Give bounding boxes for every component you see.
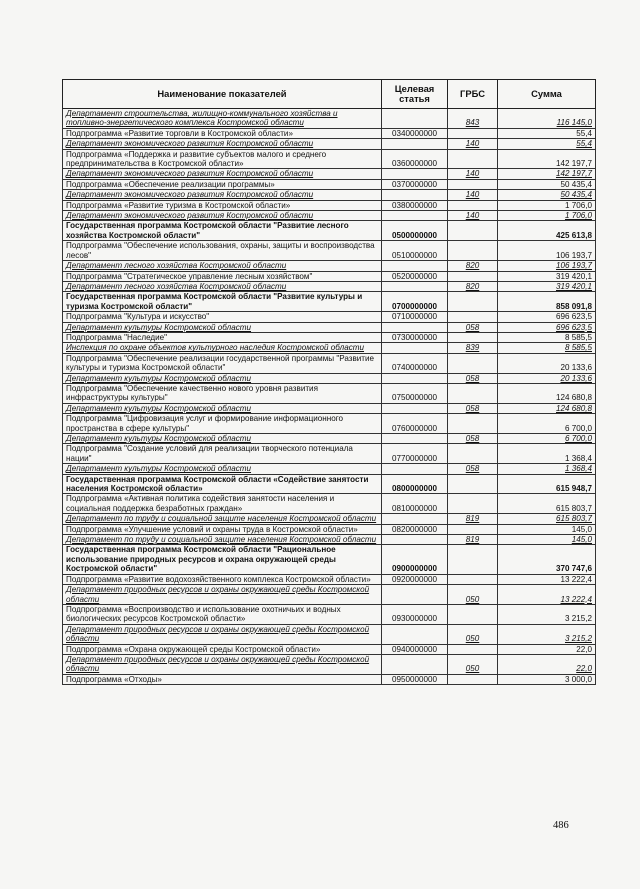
row-code-cell: 0510000000 — [382, 241, 448, 261]
row-name-cell: Департамент экономического развития Костромской области — [63, 139, 382, 149]
row-sum-cell: 106 193,7 — [498, 261, 596, 271]
table-header-row — [63, 80, 596, 109]
header-name: Наименование показателей — [63, 80, 382, 109]
row-code-cell: 0750000000 — [382, 383, 448, 403]
row-sum-cell: 55,4 — [498, 139, 596, 149]
row-sum-cell: 22,0 — [498, 644, 596, 654]
row-code-cell: 0800000000 — [382, 474, 448, 494]
row-grbs-cell: 140 — [448, 211, 498, 221]
subprogram-row — [63, 271, 596, 281]
row-code-cell — [382, 464, 448, 474]
row-sum-cell: 3 000,0 — [498, 674, 596, 684]
row-name-cell: Департамент культуры Костромской области — [63, 464, 382, 474]
subprogram-row — [63, 383, 596, 403]
row-code-cell: 0340000000 — [382, 128, 448, 138]
row-grbs-cell — [448, 494, 498, 514]
row-code-cell — [382, 373, 448, 383]
department-row — [63, 403, 596, 413]
row-code-cell — [382, 434, 448, 444]
row-name-cell: Государственная программа Костромской области "Развитие культуры и туризма Костромской области" — [63, 292, 382, 312]
row-name-cell: Департамент строительства, жилищно-коммунального хозяйства и топливно-энергетического комплекса Костромской области — [63, 109, 382, 129]
subprogram-row — [63, 200, 596, 210]
row-sum-cell: 3 215,2 — [498, 604, 596, 624]
row-code-cell — [382, 169, 448, 179]
department-row — [63, 373, 596, 383]
row-name-cell: Подпрограмма "Наследие" — [63, 332, 382, 342]
row-code-cell — [382, 585, 448, 605]
row-name-cell: Государственная программа Костромской области «Содействие занятости населения Костромской области» — [63, 474, 382, 494]
row-code-cell: 0760000000 — [382, 414, 448, 434]
row-grbs-cell — [448, 545, 498, 574]
row-grbs-cell: 058 — [448, 464, 498, 474]
row-code-cell: 0770000000 — [382, 444, 448, 464]
subprogram-row — [63, 312, 596, 322]
row-name-cell: Государственная программа Костромской области "Развитие лесного хозяйства Костромской области" — [63, 221, 382, 241]
row-name-cell: Подпрограмма "Стратегическое управление лесным хозяйством" — [63, 271, 382, 281]
row-code-cell: 0370000000 — [382, 179, 448, 189]
row-code-cell: 0710000000 — [382, 312, 448, 322]
row-code-cell — [382, 343, 448, 353]
row-name-cell: Подпрограмма «Улучшение условий и охраны труда в Костромской области» — [63, 524, 382, 534]
row-code-cell — [382, 535, 448, 545]
row-code-cell: 0740000000 — [382, 353, 448, 373]
row-sum-cell: 20 133,6 — [498, 373, 596, 383]
department-row — [63, 261, 596, 271]
row-sum-cell: 696 623,5 — [498, 322, 596, 332]
row-code-cell: 0700000000 — [382, 292, 448, 312]
row-grbs-cell: 050 — [448, 585, 498, 605]
row-grbs-cell — [448, 674, 498, 684]
row-grbs-cell — [448, 414, 498, 434]
row-grbs-cell: 058 — [448, 403, 498, 413]
row-code-cell — [382, 281, 448, 291]
row-sum-cell: 615 803,7 — [498, 494, 596, 514]
subprogram-row — [63, 444, 596, 464]
row-sum-cell: 13 222,4 — [498, 574, 596, 584]
row-code-cell: 0810000000 — [382, 494, 448, 514]
row-name-cell: Департамент культуры Костромской области — [63, 403, 382, 413]
department-row — [63, 139, 596, 149]
subprogram-row — [63, 604, 596, 624]
row-grbs-cell: 819 — [448, 514, 498, 524]
row-grbs-cell: 819 — [448, 535, 498, 545]
row-name-cell: Подпрограмма «Развитие туризма в Костромской области» — [63, 200, 382, 210]
row-name-cell: Департамент природных ресурсов и охраны окружающей среды Костромской области — [63, 585, 382, 605]
row-sum-cell: 50 435,4 — [498, 190, 596, 200]
row-grbs-cell — [448, 179, 498, 189]
row-code-cell: 0380000000 — [382, 200, 448, 210]
row-sum-cell: 8 585,5 — [498, 332, 596, 342]
department-row — [63, 281, 596, 291]
program-row — [63, 474, 596, 494]
row-grbs-cell — [448, 332, 498, 342]
program-row — [63, 221, 596, 241]
row-sum-cell: 615 948,7 — [498, 474, 596, 494]
row-sum-cell: 615 803,7 — [498, 514, 596, 524]
row-sum-cell: 696 623,5 — [498, 312, 596, 322]
department-row — [63, 434, 596, 444]
row-sum-cell: 370 747,6 — [498, 545, 596, 574]
row-name-cell: Государственная программа Костромской области "Рациональное использование природных ресурсов и охрана окружающей среды Костромской области" — [63, 545, 382, 574]
row-name-cell: Подпрограмма «Активная политика содействия занятости населения и социальная поддержка безработных граждан» — [63, 494, 382, 514]
row-grbs-cell — [448, 444, 498, 464]
row-grbs-cell: 050 — [448, 624, 498, 644]
department-row — [63, 585, 596, 605]
row-sum-cell: 1 368,4 — [498, 464, 596, 474]
row-sum-cell: 124 680,8 — [498, 403, 596, 413]
budget-table — [62, 79, 596, 685]
row-grbs-cell: 058 — [448, 322, 498, 332]
subprogram-row — [63, 353, 596, 373]
row-grbs-cell — [448, 574, 498, 584]
row-code-cell: 0920000000 — [382, 574, 448, 584]
row-name-cell: Подпрограмма "Обеспечение качественно нового уровня развития инфраструктуры культуры" — [63, 383, 382, 403]
row-sum-cell: 858 091,8 — [498, 292, 596, 312]
row-code-cell: 0930000000 — [382, 604, 448, 624]
row-grbs-cell — [448, 241, 498, 261]
row-sum-cell: 6 700,0 — [498, 414, 596, 434]
row-sum-cell: 1 368,4 — [498, 444, 596, 464]
row-sum-cell: 142 197,7 — [498, 169, 596, 179]
department-row — [63, 624, 596, 644]
row-sum-cell: 124 680,8 — [498, 383, 596, 403]
row-code-cell: 0500000000 — [382, 221, 448, 241]
row-grbs-cell: 050 — [448, 654, 498, 674]
row-code-cell — [382, 322, 448, 332]
row-code-cell: 0730000000 — [382, 332, 448, 342]
row-grbs-cell — [448, 221, 498, 241]
row-name-cell: Департамент экономического развития Костромской области — [63, 169, 382, 179]
row-name-cell: Подпрограмма «Поддержка и развитие субъектов малого и среднего предпринимательства в Костромской области» — [63, 149, 382, 169]
row-code-cell: 0950000000 — [382, 674, 448, 684]
row-sum-cell: 319 420,1 — [498, 281, 596, 291]
row-code-cell — [382, 211, 448, 221]
row-grbs-cell — [448, 353, 498, 373]
row-name-cell: Департамент природных ресурсов и охраны окружающей среды Костромской области — [63, 624, 382, 644]
row-sum-cell: 50 435,4 — [498, 179, 596, 189]
row-sum-cell: 13 222,4 — [498, 585, 596, 605]
department-row — [63, 343, 596, 353]
row-grbs-cell — [448, 383, 498, 403]
department-row — [63, 211, 596, 221]
row-grbs-cell — [448, 128, 498, 138]
row-grbs-cell — [448, 271, 498, 281]
row-sum-cell: 8 585,5 — [498, 343, 596, 353]
subprogram-row — [63, 574, 596, 584]
row-grbs-cell: 140 — [448, 169, 498, 179]
department-row — [63, 464, 596, 474]
row-name-cell: Инспекция по охране объектов культурного наследия Костромской области — [63, 343, 382, 353]
row-sum-cell: 142 197,7 — [498, 149, 596, 169]
header-sum: Сумма — [498, 80, 596, 109]
row-name-cell: Подпрограмма «Воспроизводство и использование охотничьих и водных биологических ресурсов Костромской области» — [63, 604, 382, 624]
row-name-cell: Департамент по труду и социальной защите населения Костромской области — [63, 535, 382, 545]
row-name-cell: Подпрограмма «Развитие торговли в Костромской области» — [63, 128, 382, 138]
header-grbs: ГРБС — [448, 80, 498, 109]
row-code-cell — [382, 139, 448, 149]
department-row — [63, 654, 596, 674]
row-grbs-cell — [448, 200, 498, 210]
table-body — [63, 109, 596, 685]
row-code-cell: 0900000000 — [382, 545, 448, 574]
row-name-cell: Департамент культуры Костромской области — [63, 373, 382, 383]
subprogram-row — [63, 241, 596, 261]
program-row — [63, 545, 596, 574]
row-grbs-cell: 140 — [448, 139, 498, 149]
row-grbs-cell — [448, 604, 498, 624]
row-code-cell: 0360000000 — [382, 149, 448, 169]
row-grbs-cell — [448, 292, 498, 312]
row-name-cell: Департамент лесного хозяйства Костромской области — [63, 261, 382, 271]
row-sum-cell: 319 420,1 — [498, 271, 596, 281]
row-grbs-cell — [448, 524, 498, 534]
subprogram-row — [63, 414, 596, 434]
row-sum-cell: 145,0 — [498, 524, 596, 534]
row-grbs-cell — [448, 474, 498, 494]
row-grbs-cell: 058 — [448, 373, 498, 383]
header-code: Целевая статья — [382, 80, 448, 109]
row-sum-cell: 116 145,0 — [498, 109, 596, 129]
page-number: 486 — [553, 820, 569, 831]
row-sum-cell: 1 706,0 — [498, 211, 596, 221]
row-sum-cell: 1 706,0 — [498, 200, 596, 210]
row-grbs-cell — [448, 149, 498, 169]
row-grbs-cell: 058 — [448, 434, 498, 444]
row-sum-cell: 425 613,8 — [498, 221, 596, 241]
department-row — [63, 322, 596, 332]
row-grbs-cell: 839 — [448, 343, 498, 353]
department-row — [63, 514, 596, 524]
department-row — [63, 535, 596, 545]
row-grbs-cell: 820 — [448, 281, 498, 291]
row-code-cell — [382, 109, 448, 129]
row-code-cell — [382, 654, 448, 674]
subprogram-row — [63, 149, 596, 169]
row-grbs-cell: 820 — [448, 261, 498, 271]
row-code-cell — [382, 403, 448, 413]
subprogram-row — [63, 674, 596, 684]
row-grbs-cell: 140 — [448, 190, 498, 200]
row-name-cell: Подпрограмма «Отходы» — [63, 674, 382, 684]
row-code-cell — [382, 261, 448, 271]
subprogram-row — [63, 494, 596, 514]
department-row — [63, 169, 596, 179]
subprogram-row — [63, 332, 596, 342]
subprogram-row — [63, 179, 596, 189]
row-sum-cell: 145,0 — [498, 535, 596, 545]
row-name-cell: Подпрограмма "Обеспечение использования, охраны, защиты и воспроизводства лесов" — [63, 241, 382, 261]
row-grbs-cell: 843 — [448, 109, 498, 129]
department-row — [63, 109, 596, 129]
row-name-cell: Подпрограмма "Цифровизация услуг и формирование информационного пространства в сфере культуры" — [63, 414, 382, 434]
row-sum-cell: 6 700,0 — [498, 434, 596, 444]
row-name-cell: Департамент культуры Костромской области — [63, 322, 382, 332]
subprogram-row — [63, 524, 596, 534]
row-sum-cell: 106 193,7 — [498, 241, 596, 261]
row-sum-cell: 3 215,2 — [498, 624, 596, 644]
row-name-cell: Подпрограмма "Обеспечение реализации государственной программы "Развитие культуры и туризма Костромской области" — [63, 353, 382, 373]
program-row — [63, 292, 596, 312]
row-name-cell: Департамент экономического развития Костромской области — [63, 190, 382, 200]
row-sum-cell: 20 133,6 — [498, 353, 596, 373]
subprogram-row — [63, 644, 596, 654]
row-code-cell — [382, 514, 448, 524]
row-name-cell: Департамент культуры Костромской области — [63, 434, 382, 444]
row-name-cell: Подпрограмма «Охрана окружающей среды Костромской области» — [63, 644, 382, 654]
row-name-cell: Департамент по труду и социальной защите населения Костромской области — [63, 514, 382, 524]
row-name-cell: Подпрограмма "Культура и искусство" — [63, 312, 382, 322]
row-name-cell: Подпрограмма "Создание условий для реализации творческого потенциала нации" — [63, 444, 382, 464]
row-code-cell: 0820000000 — [382, 524, 448, 534]
subprogram-row — [63, 128, 596, 138]
row-name-cell: Департамент природных ресурсов и охраны окружающей среды Костромской области — [63, 654, 382, 674]
row-code-cell — [382, 190, 448, 200]
row-grbs-cell — [448, 644, 498, 654]
row-code-cell — [382, 624, 448, 644]
row-sum-cell: 55,4 — [498, 128, 596, 138]
row-code-cell: 0940000000 — [382, 644, 448, 654]
row-name-cell: Подпрограмма «Развитие водохозяйственного комплекса Костромской области» — [63, 574, 382, 584]
row-name-cell: Департамент лесного хозяйства Костромской области — [63, 281, 382, 291]
row-grbs-cell — [448, 312, 498, 322]
row-sum-cell: 22,0 — [498, 654, 596, 674]
row-name-cell: Департамент экономического развития Костромской области — [63, 211, 382, 221]
department-row — [63, 190, 596, 200]
row-name-cell: Подпрограмма «Обеспечение реализации программы» — [63, 179, 382, 189]
row-code-cell: 0520000000 — [382, 271, 448, 281]
